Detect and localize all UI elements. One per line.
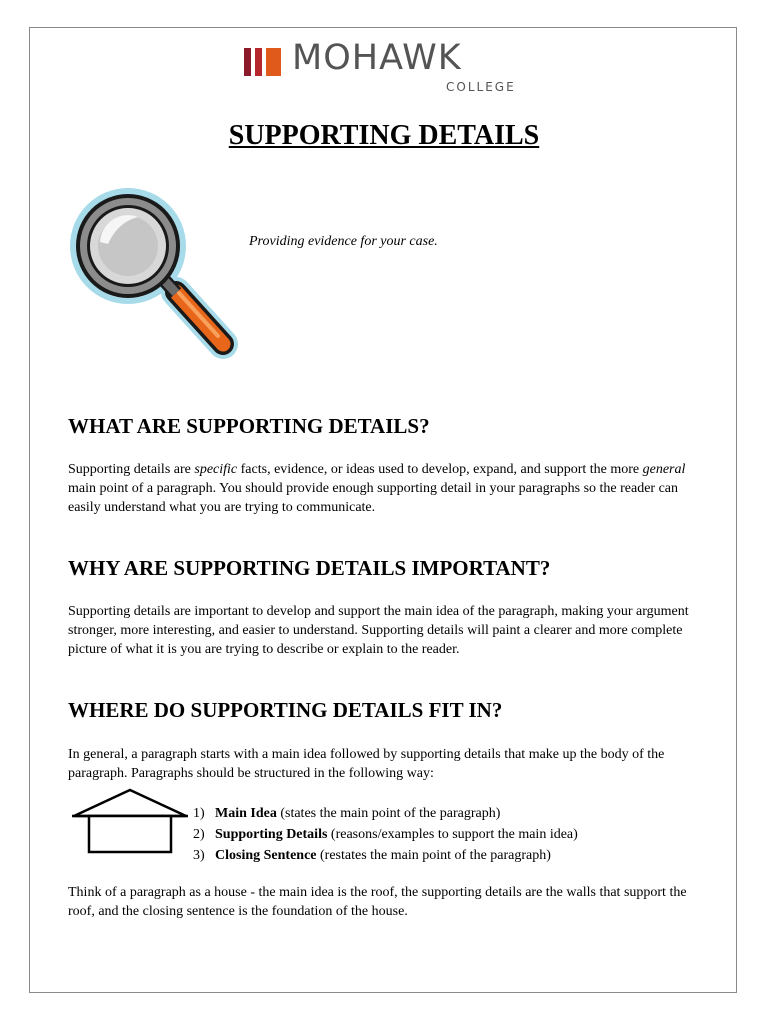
house-icon — [70, 788, 190, 856]
heading-what-are: WHAT ARE SUPPORTING DETAILS? — [68, 414, 430, 438]
logo-college-text: COLLEGE — [446, 80, 516, 94]
paragraph-why-important: Supporting details are important to develop and support the main idea of the paragraph, making your argument stronger, more interesting, and easier to understand. Supporting details will paint a clearer and more complete picture of what it is you are trying to describe or explain to the reader. — [68, 604, 689, 657]
paragraph-what-are: Supporting details are specific facts, evidence, or ideas used to develop, expand, and support the more general main point of a paragraph. You should provide enough supporting detail in your paragraphs so the reader can easily understand what you are trying to communicate. — [68, 462, 686, 515]
tagline: Providing evidence for your case. — [249, 234, 438, 249]
list-item: 3) Closing Sentence (restates the main point of the paragraph) — [193, 848, 551, 863]
list-item: 1) Main Idea (states the main point of the paragraph) — [193, 806, 501, 821]
paragraph-where-fit: In general, a paragraph starts with a main idea followed by supporting details that make up the body of the paragraph. Paragraphs should be structured in the following way: — [68, 747, 665, 781]
logo-bars-icon — [244, 48, 284, 76]
paragraph-structure-list — [193, 803, 578, 866]
magnifying-glass-icon — [66, 184, 238, 362]
mohawk-college-logo — [244, 38, 534, 98]
heading-where-fit: WHERE DO SUPPORTING DETAILS FIT IN? — [68, 698, 503, 722]
list-item: 2) Supporting Details (reasons/examples to support the main idea) — [193, 827, 578, 842]
heading-why-important: WHY ARE SUPPORTING DETAILS IMPORTANT? — [68, 556, 551, 580]
logo-wordmark: MOHAWK — [292, 38, 462, 78]
paragraph-house-analogy: Think of a paragraph as a house - the main idea is the roof, the supporting details are the walls that support the roof, and the closing sentence is the foundation of the house. — [68, 885, 687, 919]
page-title: SUPPORTING DETAILS — [228, 120, 540, 151]
